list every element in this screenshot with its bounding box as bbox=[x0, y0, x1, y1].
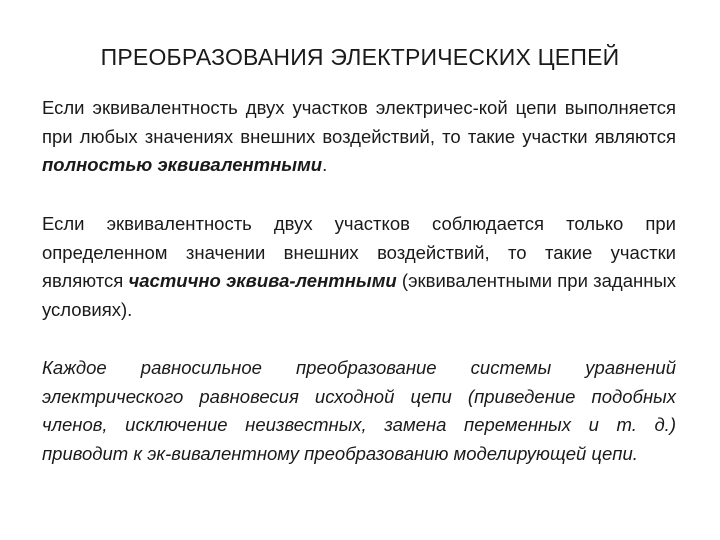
paragraph-text-end: (эквивалентными при заданных условиях). bbox=[42, 270, 676, 320]
paragraph-full-equivalence bbox=[42, 94, 676, 180]
emphasis-term: частично эквива-лентными bbox=[128, 270, 397, 291]
paragraph-text-end: . bbox=[322, 154, 328, 175]
paragraph-text: Если эквивалентность двух участков электричес-кой цепи выполняется при любых значениях внешних воздействий, то такие участки являются bbox=[42, 97, 676, 147]
paragraph-text: Если эквивалентность двух участков соблюдается только при определенном значении внешних воздействий, то такие участки являются bbox=[42, 213, 676, 291]
emphasis-term: полностью эквивалентными bbox=[42, 154, 323, 175]
paragraph-equivalent-transformation: Каждое равносильное преобразование системы уравнений электрического равновесия исходной цепи (приведение подобных членов, исключение неизвестных, замена переменных и т. д.) приводит к эк-вивалентному преобразованию моделирующей цепи. bbox=[42, 357, 676, 464]
paragraph-partial-equivalence bbox=[42, 210, 676, 324]
slide-title: ПРЕОБРАЗОВАНИЯ ЭЛЕКТРИЧЕСКИХ ЦЕПЕЙ bbox=[100, 44, 620, 70]
